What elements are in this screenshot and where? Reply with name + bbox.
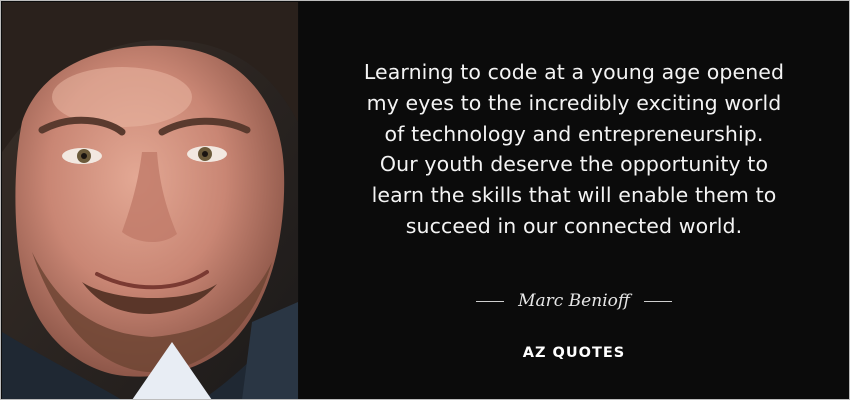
quote-text (319, 57, 829, 242)
quote-line: learn the skills that will enable them to (371, 183, 777, 208)
quote-line: of technology and entrepreneurship. (384, 121, 764, 146)
author-name: Marc Benioff (518, 291, 630, 311)
quote-line: Learning to code at a young age opened (363, 60, 785, 84)
author-attribution (299, 286, 849, 316)
quote-line: my eyes to the incredibly exciting world (366, 90, 782, 115)
quote-panel (299, 1, 849, 400)
brand-logo: AZ QUOTES (522, 345, 626, 361)
author-portrait (2, 2, 298, 400)
quote-line: succeed in our connected world. (405, 213, 743, 238)
right-divider (644, 301, 672, 302)
quote-line: Our youth deserve the opportunity to (379, 152, 769, 177)
left-divider (476, 301, 504, 302)
